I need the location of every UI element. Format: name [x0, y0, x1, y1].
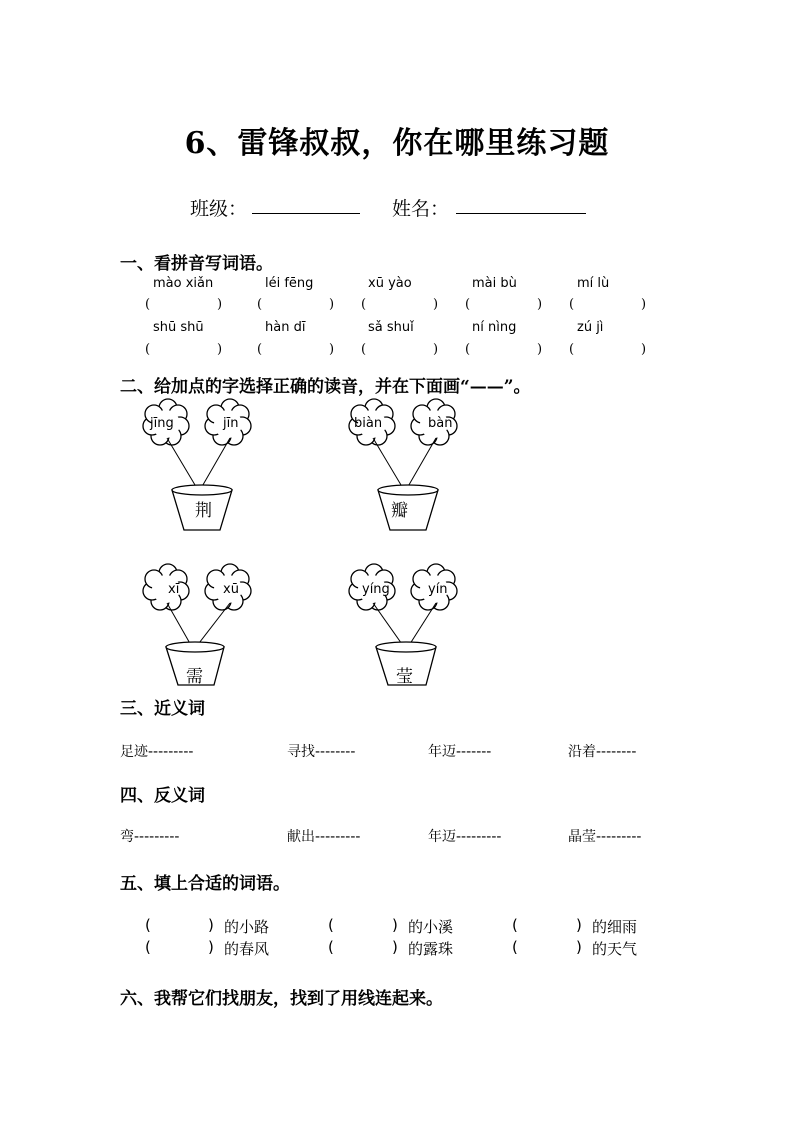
answer-paren-close: )	[217, 297, 223, 312]
section-6-heading: 六、我帮它们找朋友，找到了用线连起来。	[120, 989, 443, 1009]
fill-suffix: 的小溪	[408, 918, 454, 936]
flower-pot-illustration	[140, 563, 280, 703]
pinyin-option[interactable]: xū	[223, 582, 239, 597]
pot-icon	[378, 490, 438, 530]
answer-paren-open: (	[145, 297, 151, 312]
answer-paren-close: )	[641, 297, 647, 312]
pinyin-option[interactable]: yíng	[362, 582, 390, 597]
section-5-heading: 五、填上合适的词语。	[120, 874, 290, 894]
pinyin-item: hàn dī	[265, 320, 306, 335]
answer-paren-open: (	[145, 916, 151, 934]
synonym-item: 年迈-------	[428, 744, 492, 760]
answer-paren-close: )	[329, 297, 335, 312]
answer-paren-close: )	[433, 297, 439, 312]
pinyin-item: sǎ shuǐ	[368, 320, 414, 335]
fill-suffix: 的细雨	[592, 918, 638, 936]
section-3-heading: 三、近义词	[120, 699, 205, 719]
answer-paren-open: (	[569, 342, 575, 357]
fill-suffix: 的天气	[592, 940, 638, 958]
section-1-heading: 一、看拼音写词语。	[120, 254, 273, 274]
answer-paren-close: )	[392, 938, 398, 956]
synonym-item: 沿着--------	[568, 744, 637, 760]
pot-character: 莹	[396, 667, 413, 687]
answer-paren-close: )	[392, 916, 398, 934]
pot-character: 荆	[195, 501, 212, 521]
pinyin-item: mí lù	[577, 276, 610, 291]
answer-paren-open: (	[361, 297, 367, 312]
answer-paren-open: (	[145, 938, 151, 956]
pinyin-option[interactable]: jīng	[150, 416, 174, 431]
pinyin-item: shū shū	[153, 320, 204, 335]
answer-paren-open: (	[465, 342, 471, 357]
answer-paren-open: (	[465, 297, 471, 312]
pinyin-item: léi fēng	[265, 276, 314, 291]
flower-icon	[143, 564, 189, 610]
answer-paren-close: )	[537, 342, 543, 357]
fill-suffix: 的春风	[224, 940, 270, 958]
class-blank[interactable]	[252, 213, 360, 214]
synonym-item: 寻找--------	[287, 744, 356, 760]
pinyin-item: xū yào	[368, 276, 412, 291]
name-label: 姓名：	[392, 198, 450, 220]
fill-suffix: 的露珠	[408, 940, 454, 958]
pinyin-item: zú jì	[577, 320, 604, 335]
pot-character: 需	[186, 667, 203, 687]
pinyin-option[interactable]: xī	[168, 582, 180, 597]
antonym-item: 弯---------	[120, 829, 180, 845]
class-label: 班级：	[190, 198, 248, 220]
antonym-item: 献出---------	[287, 829, 361, 845]
antonym-item: 年迈---------	[428, 829, 502, 845]
answer-paren-close: )	[576, 916, 582, 934]
answer-paren-close: )	[433, 342, 439, 357]
answer-paren-open: (	[361, 342, 367, 357]
answer-paren-open: (	[257, 297, 263, 312]
section-4-heading: 四、反义词	[120, 786, 205, 806]
answer-paren-open: (	[328, 916, 334, 934]
fill-suffix: 的小路	[224, 918, 270, 936]
pinyin-item: ní nìng	[472, 320, 517, 335]
pinyin-option[interactable]: bàn	[428, 416, 453, 431]
answer-paren-open: (	[257, 342, 263, 357]
answer-paren-open: (	[512, 916, 518, 934]
pinyin-option[interactable]: jīn	[223, 416, 239, 431]
synonym-item: 足迹---------	[120, 744, 194, 760]
pinyin-item: mài bù	[472, 276, 517, 291]
answer-paren-open: (	[512, 938, 518, 956]
antonym-item: 晶莹---------	[568, 829, 642, 845]
answer-paren-close: )	[329, 342, 335, 357]
section-2-heading: 二、给加点的字选择正确的读音，并在下面画“——”。	[120, 377, 531, 397]
name-blank[interactable]	[456, 213, 586, 214]
pinyin-option[interactable]: yín	[428, 582, 448, 597]
answer-paren-close: )	[208, 916, 214, 934]
page-title: 6、雷锋叔叔，你在哪里练习题	[184, 126, 610, 161]
answer-paren-close: )	[217, 342, 223, 357]
pinyin-item: mào xiǎn	[153, 276, 214, 291]
answer-paren-close: )	[641, 342, 647, 357]
pinyin-option[interactable]: biàn	[354, 416, 383, 431]
answer-paren-open: (	[145, 342, 151, 357]
pot-character: 瓣	[391, 501, 408, 521]
answer-paren-open: (	[328, 938, 334, 956]
answer-paren-close: )	[208, 938, 214, 956]
answer-paren-close: )	[576, 938, 582, 956]
answer-paren-open: (	[569, 297, 575, 312]
answer-paren-close: )	[537, 297, 543, 312]
